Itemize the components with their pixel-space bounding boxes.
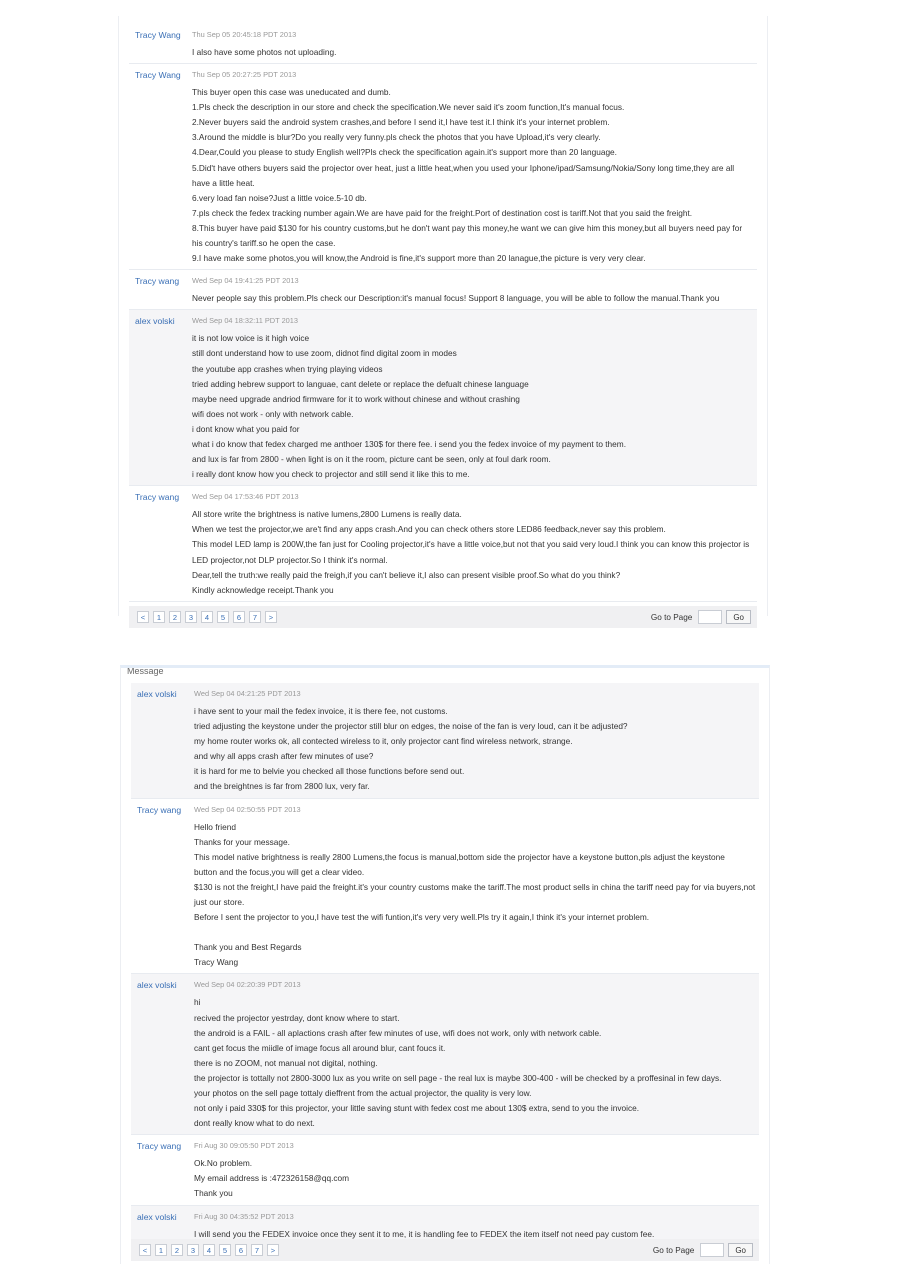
message-line: and lux is far from 2800 - when light is on it the room, picture cant be seen, only at foul dark room.: [192, 454, 551, 465]
message-line: $130 is not the freight,I have paid the freight.it's your country customs make the tariff.The most product sells in china the tariff need pay for via buyers,not: [194, 881, 756, 892]
message-row: [129, 24, 757, 64]
message-body: [191, 69, 757, 266]
message-line: When we test the projector,we are't find any apps crash.And you can check others store LED86 feedback,never say this problem.: [192, 524, 666, 535]
message-line: I will send you the FEDEX invoice once they sent it to me, it is handling fee to FEDEX the item itself not need pay custom fee.: [194, 1228, 655, 1239]
page-link-3[interactable]: 3: [187, 1244, 199, 1256]
message-line: have a little heat.: [192, 177, 255, 188]
message-line: your photos on the sell page tottaly dieffrent from the actual projector, the quality is very low.: [194, 1087, 532, 1098]
message-author-link[interactable]: Tracy wang: [137, 1141, 182, 1152]
page-link-1[interactable]: 1: [153, 611, 165, 623]
message-line: what i do know that fedex charged me anthoer 130$ for there fee. i send you the fedex invoice of my payment to them.: [192, 438, 626, 449]
message-line: tried adding hebrew support to languae, cant delete or replace the defualt chinese language: [192, 378, 529, 389]
message-line: Thank you and Best Regards: [194, 942, 302, 953]
goto-page-group: [653, 1243, 759, 1257]
message-row: [129, 486, 757, 602]
message-line: cant get focus the miidle of image focus all around blur, cant foucs it.: [194, 1042, 446, 1053]
message-line: Thanks for your message.: [194, 836, 290, 847]
message-timestamp: Wed Sep 04 02:50:55 PDT 2013: [194, 804, 301, 814]
page-link-6[interactable]: 6: [235, 1244, 247, 1256]
message-body: [191, 29, 757, 60]
message-row: [129, 310, 757, 486]
message-line: i dont know what you paid for: [192, 423, 300, 434]
message-line: 7.pls check the fedex tracking number again.We are have paid for the freight.Port of destination cost is tariff.Not that you said the freight.: [192, 207, 693, 218]
message-body: [191, 275, 757, 306]
message-author-link[interactable]: Tracy wang: [135, 276, 180, 287]
message-body: [191, 315, 757, 482]
message-author-link[interactable]: Tracy wang: [137, 804, 182, 815]
message-author-link[interactable]: Tracy wang: [135, 492, 180, 503]
page-link-3[interactable]: 3: [185, 611, 197, 623]
page-link-2[interactable]: 2: [169, 611, 181, 623]
page-link-4[interactable]: 4: [201, 611, 213, 623]
message-line: 8.This buyer have paid $130 for his country customs,but he don't want pay this money,he want we can give him this money,but all buyers need pay for: [192, 222, 743, 233]
message-body: [193, 804, 759, 971]
message-line: Dear,tell the truth:we really paid the freigh,if you can't believe it,I also can present visible proof.So what do you think?: [192, 569, 621, 580]
page-link-5[interactable]: 5: [219, 1244, 231, 1256]
goto-page-input[interactable]: [700, 1243, 724, 1257]
goto-page-label: Go to Page: [650, 612, 693, 622]
message-line: [194, 925, 759, 940]
message-line: maybe need upgrade andriod firmware for it to work without chinese and without crashing: [192, 393, 520, 404]
message-line: and the breightnes is far from 2800 lux, very far.: [194, 781, 370, 792]
message-list: [131, 683, 759, 1246]
message-line: dont really know what to do next.: [194, 1118, 315, 1129]
goto-page-label: Go to Page: [652, 1245, 695, 1255]
message-line: Thank you: [194, 1188, 233, 1199]
message-line: This model native brightness is really 2800 Lumens,the focus is manual,bottom side the projector have a keystone button,pls adjust the keystone: [194, 851, 725, 862]
message-author-link[interactable]: alex volski: [135, 316, 175, 327]
message-body: [193, 979, 759, 1131]
message-author-link[interactable]: alex volski: [137, 980, 177, 991]
message-line: Hello friend: [194, 821, 236, 832]
message-line: This model LED lamp is 200W,the fan just for Cooling projector,it's have a little voice,but not that you said very loud.I think you can know this projector is: [192, 539, 750, 550]
message-timestamp: Wed Sep 04 17:53:46 PDT 2013: [192, 492, 299, 502]
message-line: the android is a FAIL - all aplactions crash after few minutes of use, wifi does not work, only with network cable.: [194, 1027, 602, 1038]
message-line: it is not low voice is it high voice: [192, 333, 310, 344]
message-line: recived the projector yestrday, dont know where to start.: [194, 1012, 400, 1023]
page-link-6[interactable]: 6: [233, 611, 245, 623]
message-author-link[interactable]: alex volski: [137, 689, 177, 699]
pagination-bar: [129, 606, 757, 628]
message-line: i have sent to your mail the fedex invoice, it is there fee, not customs.: [194, 706, 448, 716]
message-line: My email address is :472326158@qq.com: [194, 1173, 350, 1184]
message-line: LED projector,not DLP projector.So I think it's normal.: [192, 554, 388, 565]
message-author-link[interactable]: alex volski: [137, 1211, 177, 1222]
message-timestamp: Wed Sep 04 04:21:25 PDT 2013: [194, 689, 301, 698]
message-timestamp: Wed Sep 04 18:32:11 PDT 2013: [192, 316, 299, 326]
message-line: his country's tariff.so he open the case.: [192, 238, 336, 249]
message-timestamp: Thu Sep 05 20:45:18 PDT 2013: [192, 30, 297, 39]
message-line: the youtube app crashes when trying playing videos: [192, 363, 383, 374]
panel-header: Message: [127, 668, 164, 676]
message-line: 2.Never buyers said the android system crashes,and before I send it,I have test it.I think it's your internet problem.: [192, 117, 610, 128]
message-line: This buyer open this case was uneducated and dumb.: [192, 87, 391, 98]
message-body: [191, 491, 757, 598]
next-page-button[interactable]: >: [267, 1244, 279, 1256]
message-list: [129, 24, 757, 602]
page-link-5[interactable]: 5: [217, 611, 229, 623]
message-line: Kindly acknowledge receipt.Thank you: [192, 584, 334, 595]
go-button[interactable]: Go: [728, 1243, 753, 1257]
message-line: tried adjusting the keystone under the projector still blur on edges, the noise of the fan is very loud, can it be adjusted?: [194, 721, 628, 732]
message-line: just our store.: [194, 897, 245, 908]
message-body: [193, 1140, 759, 1201]
message-line: I also have some photos not uploading.: [192, 47, 337, 57]
message-body: [193, 1211, 759, 1242]
prev-page-button[interactable]: <: [137, 611, 149, 623]
message-panel-1: [118, 16, 768, 622]
message-row: [129, 64, 757, 270]
message-row: [131, 1135, 759, 1205]
message-line: 1.Pls check the description in our store and check the specification.We never said it's zoom function,It's manual focus.: [192, 102, 625, 113]
pagination-bar: [131, 1239, 759, 1261]
message-panel-2: [120, 665, 770, 1264]
message-timestamp: Wed Sep 04 19:41:25 PDT 2013: [192, 276, 299, 286]
message-line: 5.Did't have others buyers said the projector over heat, just a little heat,when you used your Iphone/ipad/Samsung/Nokia/Sony long time,they are all: [192, 162, 735, 173]
message-line: Tracy Wang: [194, 957, 239, 968]
message-timestamp: Thu Sep 05 20:27:25 PDT 2013: [192, 70, 297, 80]
go-button[interactable]: Go: [726, 610, 751, 624]
message-line: hi: [194, 997, 201, 1008]
prev-page-button[interactable]: <: [139, 1244, 151, 1256]
message-line: 9.I have make some photos,you will know,the Android is fine,it's support more than 20 lanague,the picture is very very clear.: [192, 253, 646, 264]
message-line: Never people say this problem.Pls check our Description:it's manual focus! Support 8 language, you will be able to follow the manual.Thank you: [192, 293, 720, 304]
message-line: and why all apps crash after few minutes of use?: [194, 751, 374, 762]
message-timestamp: Wed Sep 04 02:20:39 PDT 2013: [194, 980, 301, 990]
message-line: there is no ZOOM, not manual not digital, nothing.: [194, 1057, 378, 1068]
message-line: 3.Around the middle is blur?Do you really very funny.pls check the photos that you have Upload,it's very clearly.: [192, 132, 601, 143]
message-line: All store write the brightness is native lumens,2800 Lumens is really data.: [192, 509, 462, 520]
message-timestamp: Fri Aug 30 04:35:52 PDT 2013: [194, 1211, 294, 1221]
message-row: [131, 683, 759, 799]
message-line: not only i paid 330$ for this projector, your little saving stunt with fedex cost me about 130$ extra, send to you the invoice.: [194, 1103, 640, 1114]
message-line: it is hard for me to belvie you checked all those functions before send out.: [194, 766, 465, 777]
next-page-button[interactable]: >: [265, 611, 277, 623]
message-line: wifi does not work - only with network cable.: [192, 408, 354, 419]
message-author-link[interactable]: Tracy Wang: [135, 70, 181, 81]
message-row: [131, 799, 759, 975]
page-link-7[interactable]: 7: [251, 1244, 263, 1256]
message-row: [129, 270, 757, 310]
message-line: button and the focus,you will get a clear video.: [194, 866, 365, 877]
page-link-1[interactable]: 1: [155, 1244, 167, 1256]
message-line: still dont understand how to use zoom, didnot find digital zoom in modes: [192, 348, 457, 359]
message-line: my home router works ok, all contected wireless to it, only projector cant find wireless network, strange.: [194, 736, 573, 747]
page-link-7[interactable]: 7: [249, 611, 261, 623]
page-link-4[interactable]: 4: [203, 1244, 215, 1256]
message-row: [131, 974, 759, 1135]
message-line: the projector is tottally not 2800-3000 lux as you write on sell page - the real lux is maybe 300-400 - will be checked by a proffesinal in few days.: [194, 1072, 722, 1083]
message-line: i really dont know how you check to projector and still send it like this to me.: [192, 469, 470, 480]
message-line: Ok.No problem.: [194, 1158, 253, 1169]
goto-page-input[interactable]: [698, 610, 722, 624]
message-line: 6.very load fan noise?Just a little voice.5-10 db.: [192, 192, 367, 203]
message-line: Before I sent the projector to you,I have test the wifi funtion,it's very very well.Pls try it again,I think it's your internet problem.: [194, 912, 650, 923]
page-link-2[interactable]: 2: [171, 1244, 183, 1256]
message-body: [193, 688, 759, 795]
message-timestamp: Fri Aug 30 09:05:50 PDT 2013: [194, 1141, 294, 1151]
goto-page-group: [651, 610, 757, 624]
message-line: 4.Dear,Could you please to study English well?Pls check the specification again.it's support more than 20 language.: [192, 147, 617, 158]
message-author-link[interactable]: Tracy Wang: [135, 30, 181, 40]
